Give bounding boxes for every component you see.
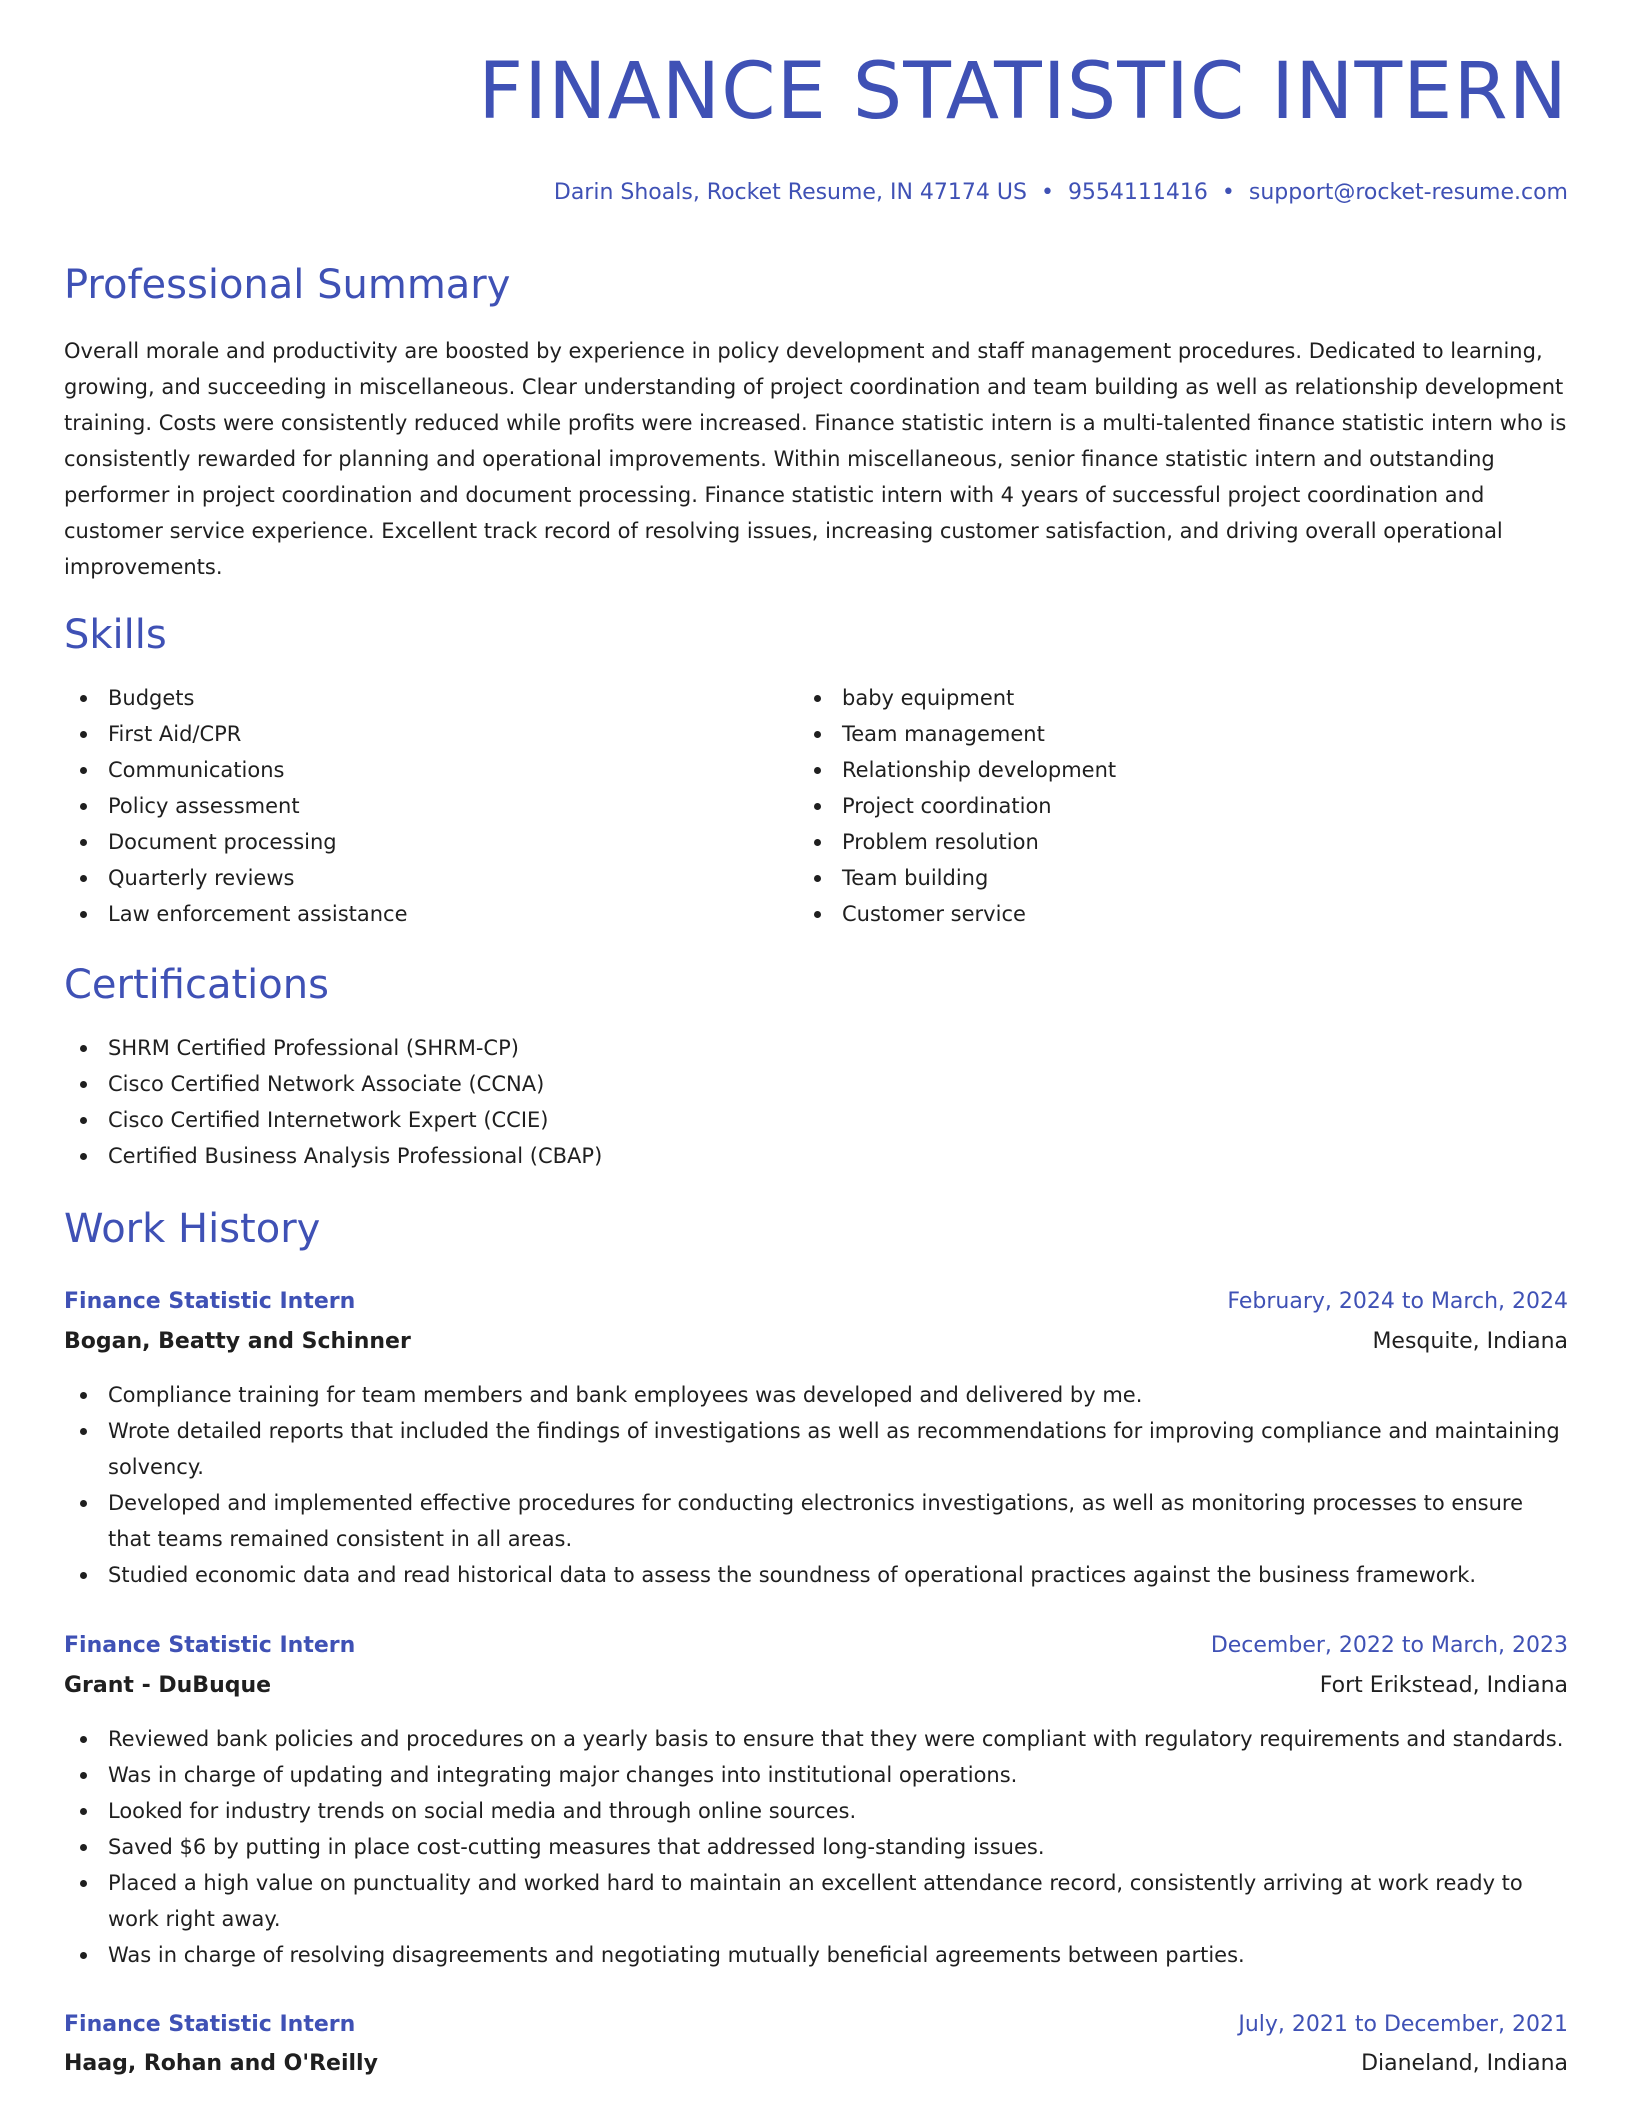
contact-address: Darin Shoals, Rocket Resume, IN 47174 US (553, 180, 1027, 205)
skill-item: Team management (798, 716, 1116, 752)
job-dates: December, 2022 to March, 2023 (1210, 1633, 1568, 1658)
certification-item: Certified Business Analysis Professional (CBAP) (64, 1138, 602, 1174)
skill-item: Relationship development (798, 752, 1116, 788)
certification-item: Cisco Certified Internetwork Expert (CCIE) (64, 1102, 602, 1138)
skills-list-right (798, 680, 1116, 932)
job-location: Fort Erikstead, Indiana (1319, 1673, 1568, 1698)
job-dates: February, 2024 to March, 2024 (1227, 1289, 1568, 1314)
job-bullets (64, 1721, 1568, 1973)
skill-item: Team building (798, 860, 1116, 896)
job-dates: July, 2021 to December, 2021 (1238, 2012, 1568, 2037)
job-bullet: Studied economic data and read historical data to assess the soundness of operational practices against the business framework. (64, 1557, 1568, 1593)
summary-heading: Professional Summary (64, 262, 511, 308)
job-bullet: Placed a high value on punctuality and worked hard to maintain an excellent attendance record, consistently arriving at work ready to work right away. (64, 1865, 1568, 1937)
skill-item: Law enforcement assistance (64, 896, 408, 932)
summary-text: Overall morale and productivity are boosted by experience in policy development and staff management procedures. Dedicated to learning, growing, and succeeding in miscellaneous. Clear understanding of project coordination and team building as well as relationship development training. Costs were consistently reduced while profits were increased. Finance statistic intern is a multi-talented finance statistic intern who is consistently rewarded for planning and operational improvements. Within miscellaneous, senior finance statistic intern and outstanding performer in project coordination and document processing. Finance statistic intern with 4 years of successful project coordination and customer service experience. Excellent track record of resolving issues, increasing customer satisfaction, and driving overall operational improvements. (64, 339, 1567, 579)
contact-separator: • (1040, 180, 1054, 205)
skill-item: Problem resolution (798, 824, 1116, 860)
skill-item: Policy assessment (64, 788, 408, 824)
job-location: Dianeland, Indiana (1361, 2051, 1568, 2076)
job-bullet: Compliance training for team members and bank employees was developed and delivered by me. (64, 1377, 1568, 1413)
job-title: Finance Statistic Intern (64, 1633, 356, 1658)
skills-list-left (64, 680, 408, 932)
job-company: Bogan, Beatty and Schinner (64, 1329, 411, 1354)
job-bullet: Wrote detailed reports that included the findings of investigations as well as recommendations for improving compliance and maintaining solvency. (64, 1413, 1568, 1485)
job-bullets (64, 1377, 1568, 1593)
work-history-heading: Work History (64, 1206, 321, 1252)
job-bullet: Was in charge of updating and integrating major changes into institutional operations. (64, 1757, 1568, 1793)
certification-item: Cisco Certified Network Associate (CCNA) (64, 1066, 602, 1102)
skill-item: Communications (64, 752, 408, 788)
skill-item: baby equipment (798, 680, 1116, 716)
candidate-name: FINANCE STATISTIC INTERN (478, 47, 1568, 137)
job-bullet: Developed and implemented effective procedures for conducting electronics investigations, as well as monitoring processes to ensure that teams remained consistent in all areas. (64, 1485, 1568, 1557)
skill-item: Budgets (64, 680, 408, 716)
skill-item: Document processing (64, 824, 408, 860)
certification-item: SHRM Certified Professional (SHRM-CP) (64, 1030, 602, 1066)
job-location: Mesquite, Indiana (1372, 1329, 1568, 1354)
job-title: Finance Statistic Intern (64, 1289, 356, 1314)
job-bullet: Reviewed bank policies and procedures on a yearly basis to ensure that they were compliant with regulatory requirements and standards. (64, 1721, 1568, 1757)
job-title: Finance Statistic Intern (64, 2012, 356, 2037)
job-company: Grant - DuBuque (64, 1673, 272, 1698)
job-bullet: Saved $6 by putting in place cost-cutting measures that addressed long-standing issues. (64, 1829, 1568, 1865)
certifications-list (64, 1030, 602, 1174)
job-bullet: Looked for industry trends on social media and through online sources. (64, 1793, 1568, 1829)
contact-phone: 9554111416 (1067, 180, 1208, 205)
skills-heading: Skills (64, 612, 167, 658)
contact-separator: • (1221, 180, 1235, 205)
job-company: Haag, Rohan and O'Reilly (64, 2051, 378, 2076)
job-bullet: Was in charge of resolving disagreements and negotiating mutually beneficial agreements between parties. (64, 1937, 1568, 1973)
skill-item: Project coordination (798, 788, 1116, 824)
contact-line (554, 180, 1568, 205)
contact-email: support@rocket-resume.com (1248, 180, 1568, 205)
skill-item: Quarterly reviews (64, 860, 408, 896)
skill-item: Customer service (798, 896, 1116, 932)
certifications-heading: Certifications (64, 962, 329, 1008)
skill-item: First Aid/CPR (64, 716, 408, 752)
